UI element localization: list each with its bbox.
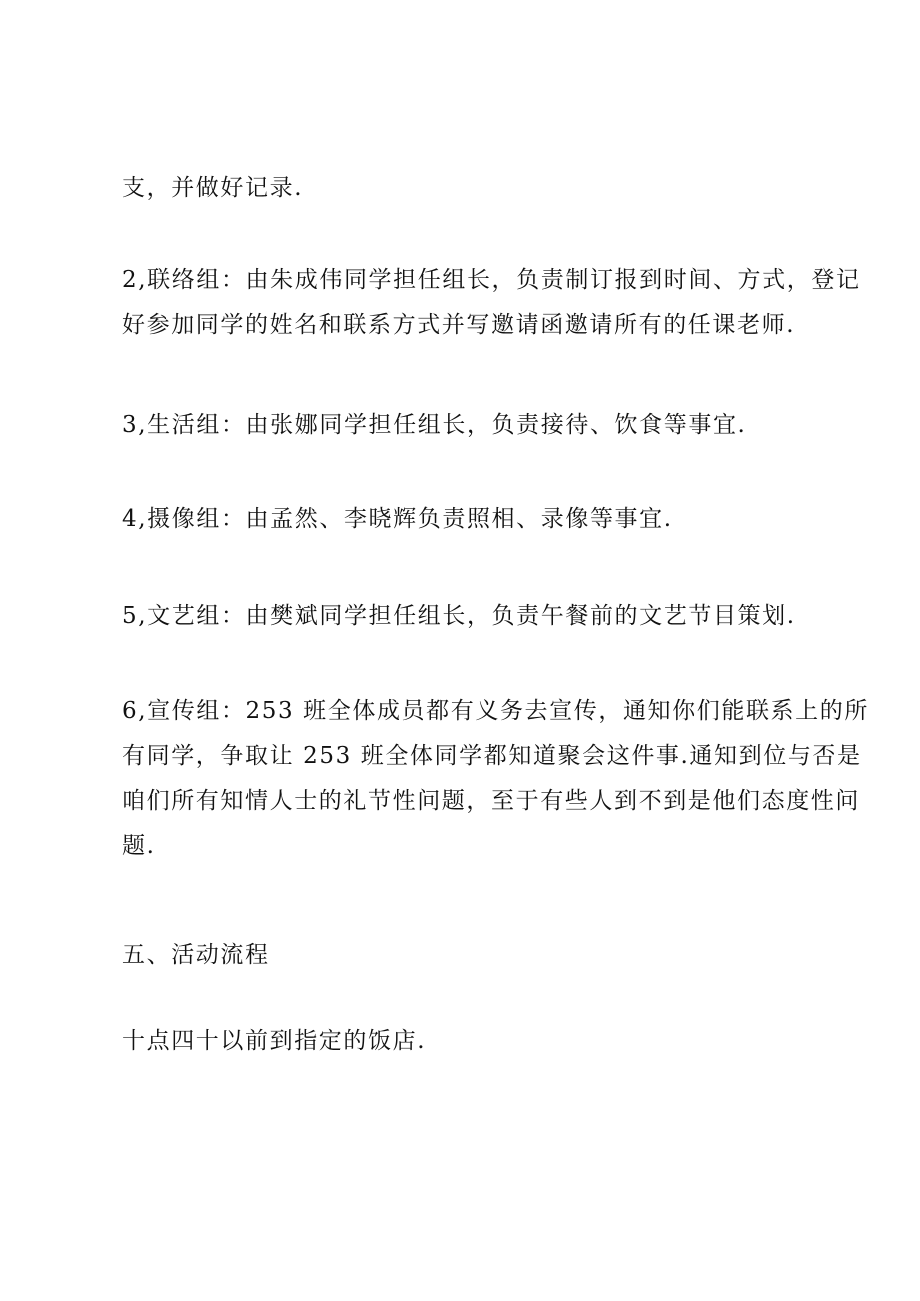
text-line: 五、活动流程 bbox=[122, 942, 270, 968]
paragraph-life-group bbox=[122, 403, 822, 448]
text-line: 4,摄像组：由孟然、李晓辉负责照相、录像等事宜. bbox=[122, 506, 673, 532]
text-line: 2,联络组：由朱成伟同学担任组长，负责制订报到时间、方式，登记 bbox=[122, 267, 861, 293]
paragraph-arts-group bbox=[122, 594, 822, 639]
paragraph-continuation bbox=[122, 166, 822, 211]
text-line: 5,文艺组：由樊斌同学担任组长，负责午餐前的文艺节目策划. bbox=[122, 603, 796, 629]
text-line: 3,生活组：由张娜同学担任组长，负责接待、饮食等事宜. bbox=[122, 412, 747, 438]
text-line: 支，并做好记录. bbox=[122, 175, 304, 201]
text-line: 有同学，争取让 253 班全体同学都知道聚会这件事.通知到位与否是 bbox=[122, 743, 862, 769]
section-heading-activity-process bbox=[122, 933, 822, 978]
text-line: 6,宣传组：253 班全体成员都有义务去宣传，通知你们能联系上的所 bbox=[122, 698, 869, 724]
paragraph-camera-group bbox=[122, 497, 822, 542]
paragraph-liaison-group bbox=[122, 258, 861, 348]
text-line: 题. bbox=[122, 833, 156, 859]
paragraph-publicity-group bbox=[122, 689, 869, 869]
text-line: 咱们所有知情人士的礼节性问题，至于有些人到不到是他们态度性问 bbox=[122, 788, 860, 814]
text-line: 十点四十以前到指定的饭店. bbox=[122, 1028, 427, 1054]
paragraph-arrival-time bbox=[122, 1019, 822, 1064]
text-line: 好参加同学的姓名和联系方式并写邀请函邀请所有的任课老师. bbox=[122, 312, 796, 338]
